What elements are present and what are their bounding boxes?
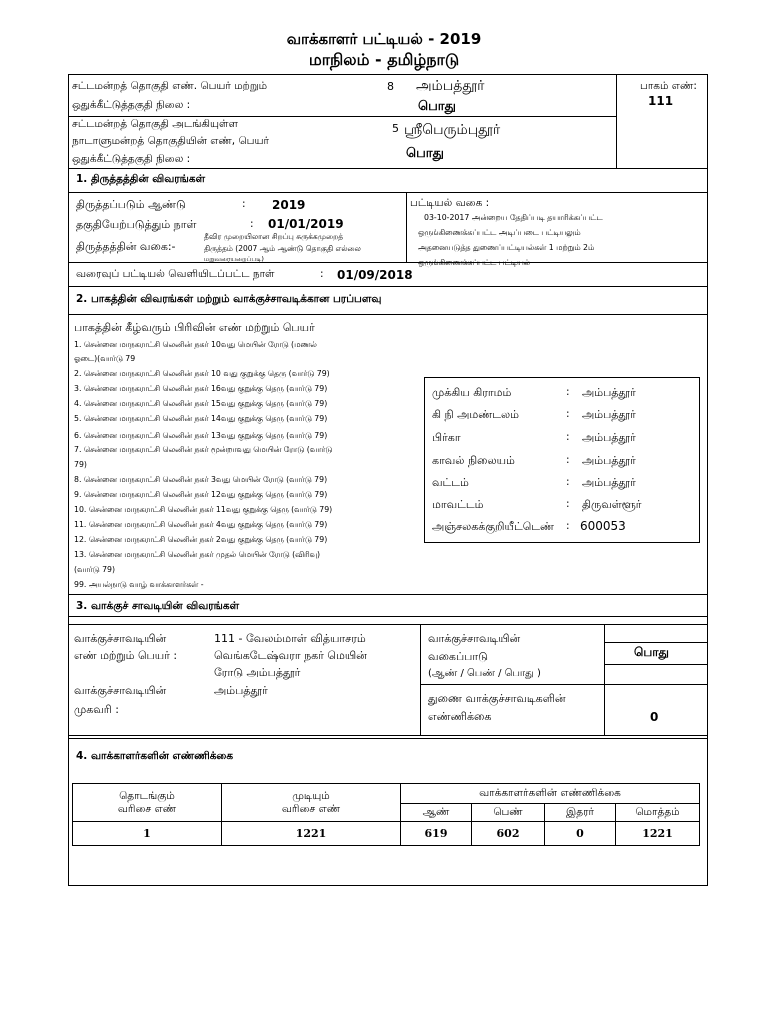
section-4-heading: 4. வாக்காளர்களின் எண்ணிக்கை [76,750,234,762]
qualifying-date-label: தகுதியேற்படுத்தும் நாள் [76,218,197,231]
end-serial-header-line: முடியும் [292,789,330,802]
assembly-reservation: பொது [418,99,456,114]
colon: : [566,431,570,443]
colon: : [250,218,254,230]
assembly-name: அம்பத்தூர் [416,78,485,94]
list-item: ஓடை)(வார்டு 79 [74,354,136,363]
ps-name-value-3: ரோடு அம்பத்தூர் [214,666,301,679]
parliament-number: 5 [392,122,399,135]
ps-type-label: வாக்குச்சாவடியின் [428,632,521,645]
other-header: இதரர் [545,804,616,822]
parliament-name: ஸ்ரீபெரும்புதூர் [404,122,501,138]
sections-subheading: பாகத்தின் கீழ்வரும் பிரிவின் எண் மற்றும் பெயர் [74,321,315,334]
female-count: 602 [472,822,545,846]
part-number: 111 [648,94,674,108]
detail-label: கி நி அமண்டலம் [432,408,519,421]
total-count: 1221 [616,822,700,846]
detail-label: வட்டம் [432,476,469,489]
ps-address-label-2: முகவரி : [74,703,119,716]
list-item: 7. சென்னை மாநகராட்சி லெனின் நகர் மூன்றாவது மெயின் ரோடு (வார்டு [74,445,333,454]
detail-value: அம்பத்தூர் [582,408,636,421]
list-item: 2. சென்னை மாநகராட்சி லெனின் நகர் 10 வது குறுக்கு தெரு (வார்டு 79) [74,369,330,378]
section-3-heading: 3. வாக்குச் சாவடியின் விவரங்கள் [76,600,240,612]
list-item: 5. சென்னை மாநகராட்சி லெனின் நகர் 14வது குறுக்கு தெரு (வார்டு 79) [74,414,328,423]
part-label: பாகம் எண்: [640,80,697,92]
revision-year: 2019 [272,198,306,212]
end-serial-header [222,784,401,822]
elector-count-table [72,783,700,846]
ps-address-label: வாக்குச்சாவடியின் [74,684,167,697]
start-serial-header-line-2: வரிசை எண் [117,802,177,815]
start-serial-value: 1 [73,822,222,846]
list-item: 9. சென்னை மாநகராட்சி லெனின் நகர் 12வது குறுக்கு தெரு (வார்டு 79) [74,490,328,499]
roll-type-label: பட்டியல் வகை : [410,197,490,209]
ps-address-value: அம்பத்தூர் [214,684,268,697]
start-serial-header-line: தொடங்கும் [119,789,175,802]
list-item: 12. சென்னை மாநகராட்சி லெனின் நகர் 2வது குறுக்கு தெரு (வார்டு 79) [74,535,328,544]
ps-type-label-3: (ஆண் / பெண் / பொது ) [428,668,541,679]
parliament-label: சட்டமன்றத் தொகுதி அடங்கியுள்ள [72,118,238,130]
list-item: (வார்டு 79) [74,565,116,574]
ps-type-label-2: வகைப்பாடு [428,650,488,663]
detail-label: அஞ்சலகக்குறியீட்டெண் [432,520,555,533]
colon: : [566,408,570,420]
detail-label: பிர்கா [432,431,461,444]
revision-type-value-2: திருத்தம் (2007 ஆம் ஆண்டு தொகுதி எல்லை [204,244,361,253]
assembly-reservation-label: ஒதுக்கீட்டுத்தகுதி நிலை : [72,99,191,111]
ps-name-value-2: வெங்கடேஷ்வரா நகர் மெயின் [214,649,367,662]
detail-value: அம்பத்தூர் [582,386,636,399]
male-count: 619 [401,822,472,846]
detail-label: காவல் நிலையம் [432,454,515,467]
parliament-reservation-label: ஒதுக்கீட்டுத்தகுதி நிலை : [72,153,191,165]
colon: : [566,476,570,488]
colon: : [566,520,570,532]
assembly-number: 8 [387,80,394,93]
revision-type-label: திருத்தத்தின் வகை:- [76,240,176,253]
other-count: 0 [545,822,616,846]
list-item: 6. சென்னை மாநகராட்சி லெனின் நகர் 13வது குறுக்கு தெரு (வார்டு 79) [74,431,328,440]
colon: : [566,386,570,398]
qualifying-date: 01/01/2019 [268,217,344,231]
colon: : [320,268,324,280]
list-item: 8. சென்னை மாநகராட்சி லெனின் நகர் 3வது மெயின் ரோடு (வார்டு 79) [74,475,328,484]
draft-date: 01/09/2018 [337,268,413,282]
roll-type-desc-3: அதனையடுத்த துணைப்பட்டியல்கள் 1 மற்றும் 2ம் [418,243,595,252]
colon: : [242,198,246,210]
parliament-label-2: நாடாளுமன்றத் தொகுதியின் எண், பெயர் [72,135,269,147]
list-item: 13. சென்னை மாநகராட்சி லெனின் நகர் முதல் மெயின் ரோடு (விரிவு) [74,550,321,559]
detail-value: அம்பத்தூர் [582,476,636,489]
assembly-label: சட்டமன்றத் தொகுதி எண். பெயர் மற்றும் [72,80,268,92]
list-item: 99. அயல்நாடு வாழ் வாக்காளர்கள் - [74,580,204,589]
aux-ps-count: 0 [650,710,659,724]
list-item: 4. சென்னை மாநகராட்சி லெனின் நகர் 15வது குறுக்கு தெரு (வார்டு 79) [74,399,328,408]
ps-type-value: பொது [634,645,669,659]
list-item: 1. சென்னை மாநகராட்சி லெனின் நகர் 10வது மெயின் ரோடு (மணல் [74,340,317,349]
elector-count-header: வாக்காளர்களின் எண்ணிக்கை [401,784,700,804]
pincode-value: 600053 [580,519,626,533]
ps-name-label: வாக்குச்சாவடியின் [74,632,167,645]
colon: : [566,454,570,466]
roll-type-desc-4: ஒருங்கிணைக்கப்பட்ட பட்டியல் [418,258,531,267]
section-1-heading: 1. திருத்தத்தின் விவரங்கள் [76,173,206,185]
male-header: ஆண் [401,804,472,822]
detail-value: திருவள்ளூர் [582,498,642,511]
state-title: மாநிலம் - தமிழ்நாடு [308,50,460,69]
total-header: மொத்தம் [616,804,700,822]
section-2-heading: 2. பாகத்தின் விவரங்கள் மற்றும் வாக்குச்சாவடிக்கான பரப்பளவு [76,293,382,305]
detail-label: மாவட்டம் [432,498,484,511]
list-item: 3. சென்னை மாநகராட்சி லெனின் நகர் 16வது குறுக்கு தெரு (வார்டு 79) [74,384,328,393]
colon: : [566,498,570,510]
roll-type-desc: 03-10-2017 அன்றைய தேதிப்படி தயாரிக்கப்பட்ட [424,213,603,222]
list-item: 10. சென்னை மாநகராட்சி லெனின் நகர் 11வது குறுக்கு தெரு (வார்டு 79) [74,505,333,514]
detail-value: அம்பத்தூர் [582,431,636,444]
list-item: 79) [74,460,87,469]
document-title: வாக்காளர் பட்டியல் - 2019 [286,30,482,48]
end-serial-value: 1221 [222,822,401,846]
draft-date-label: வரைவுப் பட்டியல் வெளியிடப்பட்ட நாள் [76,268,275,280]
list-item: 11. சென்னை மாநகராட்சி லெனின் நகர் 4வது குறுக்கு தெரு (வார்டு 79) [74,520,328,529]
revision-type-value: தீவிர முறையிலான சிறப்பு சுருக்கமுறைத் [204,232,344,241]
detail-value: அம்பத்தூர் [582,454,636,467]
roll-type-desc-2: ஒருங்கிணைக்கப்பட்ட அடிப்படை பட்டியலும் [418,228,581,237]
parliament-reservation: பொது [406,146,444,161]
revision-year-label: திருத்தப்படும் ஆண்டு [76,198,186,211]
aux-ps-label-2: எண்ணிக்கை [428,710,492,723]
female-header: பெண் [472,804,545,822]
start-serial-header [73,784,222,822]
revision-type-value-3: மறுவரையறைப்படி) [204,255,264,263]
end-serial-header-line-2: வரிசை எண் [281,802,341,815]
aux-ps-label: துணை வாக்குச்சாவடிகளின் [428,692,566,705]
ps-name-value: 111 - வேலம்மாள் வித்யாசரம் [214,632,366,645]
detail-label: முக்கிய கிராமம் [432,386,512,399]
ps-name-label-2: எண் மற்றும் பெயர் : [74,649,178,662]
